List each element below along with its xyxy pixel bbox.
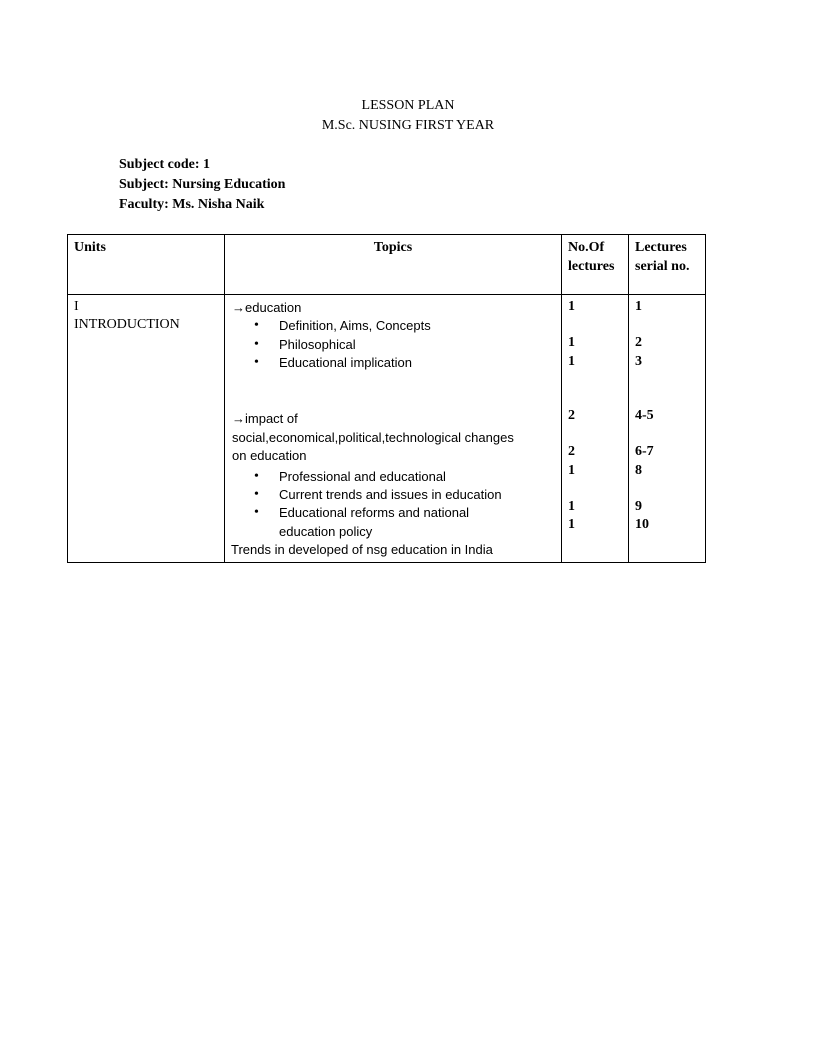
bullet-icon: • — [254, 505, 259, 520]
bullet-icon: • — [254, 469, 259, 484]
subject-code: Subject code: 1 — [119, 157, 210, 172]
header-units: Units — [68, 235, 225, 295]
unit-cell — [68, 295, 225, 563]
lecture-serial: 4-5 — [635, 408, 654, 423]
lecture-count: 2 — [568, 408, 575, 423]
lecture-serial: 2 — [635, 335, 642, 350]
unit-number: I — [74, 299, 79, 314]
lecture-count: 1 — [568, 463, 575, 478]
topic-heading-impact-line3: on education — [232, 448, 307, 463]
list-item: Educational implication — [279, 355, 412, 370]
lecture-serial: 10 — [635, 517, 649, 532]
lecture-serial: 9 — [635, 499, 642, 514]
list-item: Current trends and issues in education — [279, 487, 502, 502]
table-row — [68, 295, 706, 563]
lecture-count: 2 — [568, 444, 575, 459]
document-subtitle: M.Sc. NUSING FIRST YEAR — [321, 118, 495, 133]
lectures-cell — [562, 295, 629, 563]
list-item: Educational reforms and national — [279, 505, 470, 520]
lecture-serial: 1 — [635, 299, 642, 314]
topics-cell — [225, 295, 562, 563]
topic-trailing-line: Trends in developed of nsg education in India — [231, 542, 493, 557]
unit-name: INTRODUCTION — [74, 317, 180, 332]
lecture-count: 1 — [568, 499, 575, 514]
lecture-serial: 6-7 — [635, 444, 654, 459]
topic-heading-impact-line2: social,economical,political,technological changes — [232, 430, 514, 445]
topic-heading-education: →education — [232, 300, 302, 315]
document-meta — [119, 155, 285, 215]
subject-name: Subject: Nursing Education — [119, 177, 286, 192]
lecture-serial: 3 — [635, 354, 642, 369]
bullet-icon: • — [254, 355, 259, 370]
serial-cell — [629, 295, 706, 563]
lesson-plan-table — [67, 234, 706, 563]
lecture-count: 1 — [568, 335, 575, 350]
document-title: LESSON PLAN — [361, 98, 455, 113]
lecture-count: 1 — [568, 354, 575, 369]
list-item: Definition, Aims, Concepts — [279, 318, 431, 333]
header-lectures-serial: Lectures serial no. — [629, 235, 706, 295]
lecture-serial: 8 — [635, 463, 642, 478]
faculty-name: Faculty: Ms. Nisha Naik — [119, 197, 265, 212]
topic-heading-impact: →impact of — [232, 411, 298, 426]
list-item-continuation: education policy — [279, 524, 373, 539]
header-no-of-lectures: No.Of lectures — [562, 235, 629, 295]
bullet-icon: • — [254, 318, 259, 333]
table-header-row — [68, 235, 706, 295]
bullet-icon: • — [254, 337, 259, 352]
lecture-count: 1 — [568, 517, 575, 532]
bullet-icon: • — [254, 487, 259, 502]
list-item: Professional and educational — [279, 469, 446, 484]
list-item: Philosophical — [279, 337, 356, 352]
header-topics: Topics — [225, 235, 562, 295]
lecture-count: 1 — [568, 299, 575, 314]
